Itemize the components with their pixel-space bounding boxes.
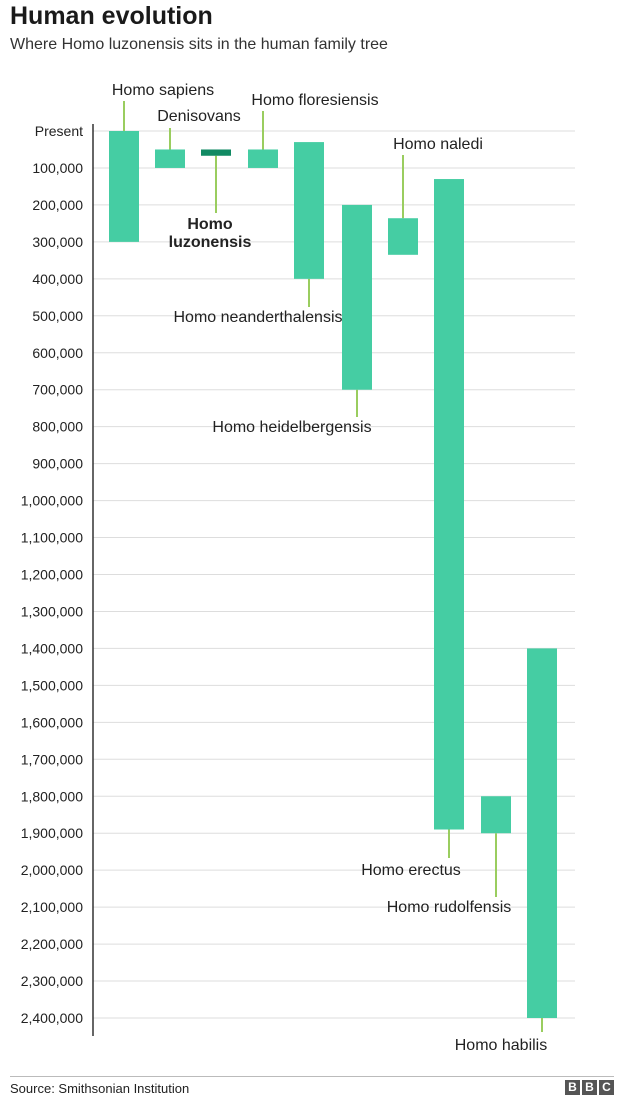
- species-labels: [112, 82, 547, 1054]
- bar-homo-floresiensis: [248, 149, 278, 167]
- bar-homo-sapiens: [109, 131, 139, 242]
- y-tick-label: Present: [34, 123, 83, 139]
- species-label-homo-floresiensis: Homo floresiensis: [251, 92, 379, 109]
- species-label-homo-habilis: Homo habilis: [454, 1037, 548, 1054]
- bar-homo-erectus: [434, 179, 464, 829]
- species-label-homo-luzonensis: luzonensis: [168, 234, 252, 251]
- species-label-homo-luzonensis: Homo: [187, 216, 233, 233]
- species-label-homo-naledi: Homo naledi: [393, 136, 483, 153]
- bar-homo-luzonensis: [201, 149, 231, 155]
- species-label-homo-erectus: Homo erectus: [361, 862, 461, 879]
- logo-letter: B: [582, 1080, 597, 1095]
- logo-letter: B: [565, 1080, 580, 1095]
- y-tick-label: 1,300,000: [20, 603, 83, 620]
- species-label-homo-heidelbergensis: Homo heidelbergensis: [212, 419, 372, 436]
- y-tick-label: 400,000: [32, 270, 83, 287]
- footer-divider: [10, 1076, 614, 1077]
- y-tick-label: 1,900,000: [20, 825, 83, 842]
- bar-homo-naledi: [388, 218, 418, 255]
- species-label-denisovans: Denisovans: [157, 108, 241, 125]
- y-tick-label: 100,000: [32, 159, 83, 176]
- bbc-logo: [565, 1080, 614, 1095]
- chart-title: Human evolution: [10, 2, 213, 30]
- grid-lines: [93, 131, 575, 1018]
- y-tick-label: 1,000,000: [20, 492, 83, 509]
- y-tick-label: 300,000: [32, 233, 83, 250]
- bar-denisovans: [155, 149, 185, 167]
- species-label-homo-neanderthalensis: Homo neanderthalensis: [173, 309, 343, 326]
- y-tick-label: 1,200,000: [20, 566, 83, 583]
- y-tick-label: 2,100,000: [20, 899, 83, 916]
- logo-letter: C: [599, 1080, 614, 1095]
- y-tick-label: 1,500,000: [20, 677, 83, 694]
- species-label-homo-sapiens: Homo sapiens: [111, 82, 215, 99]
- y-tick-label: 700,000: [32, 381, 83, 398]
- y-tick-label: 2,200,000: [20, 936, 83, 953]
- y-tick-label: 1,600,000: [20, 714, 83, 731]
- y-tick-label: 1,700,000: [20, 751, 83, 768]
- bar-homo-neanderthalensis: [294, 142, 324, 279]
- chart-subtitle: Where Homo luzonensis sits in the human family tree: [10, 36, 388, 53]
- bar-homo-rudolfensis: [481, 796, 511, 833]
- y-tick-label: 1,400,000: [20, 640, 83, 657]
- y-tick-label: 2,400,000: [20, 1010, 83, 1026]
- bar-homo-heidelbergensis: [342, 205, 372, 390]
- source-note: Source: Smithsonian Institution: [10, 1081, 190, 1096]
- y-tick-label: 500,000: [32, 307, 83, 324]
- y-tick-label: 2,000,000: [20, 862, 83, 879]
- bar-homo-habilis: [527, 648, 557, 1018]
- y-tick-label: 600,000: [32, 344, 83, 361]
- y-tick-label: 800,000: [32, 418, 83, 435]
- species-label-homo-rudolfensis: Homo rudolfensis: [386, 899, 512, 916]
- y-tick-label: 200,000: [32, 196, 83, 213]
- y-axis-ticks: [21, 123, 84, 1026]
- y-tick-label: 900,000: [32, 455, 83, 472]
- y-tick-label: 1,800,000: [20, 788, 83, 805]
- y-tick-label: 2,300,000: [20, 973, 83, 990]
- y-tick-label: 1,100,000: [20, 529, 83, 546]
